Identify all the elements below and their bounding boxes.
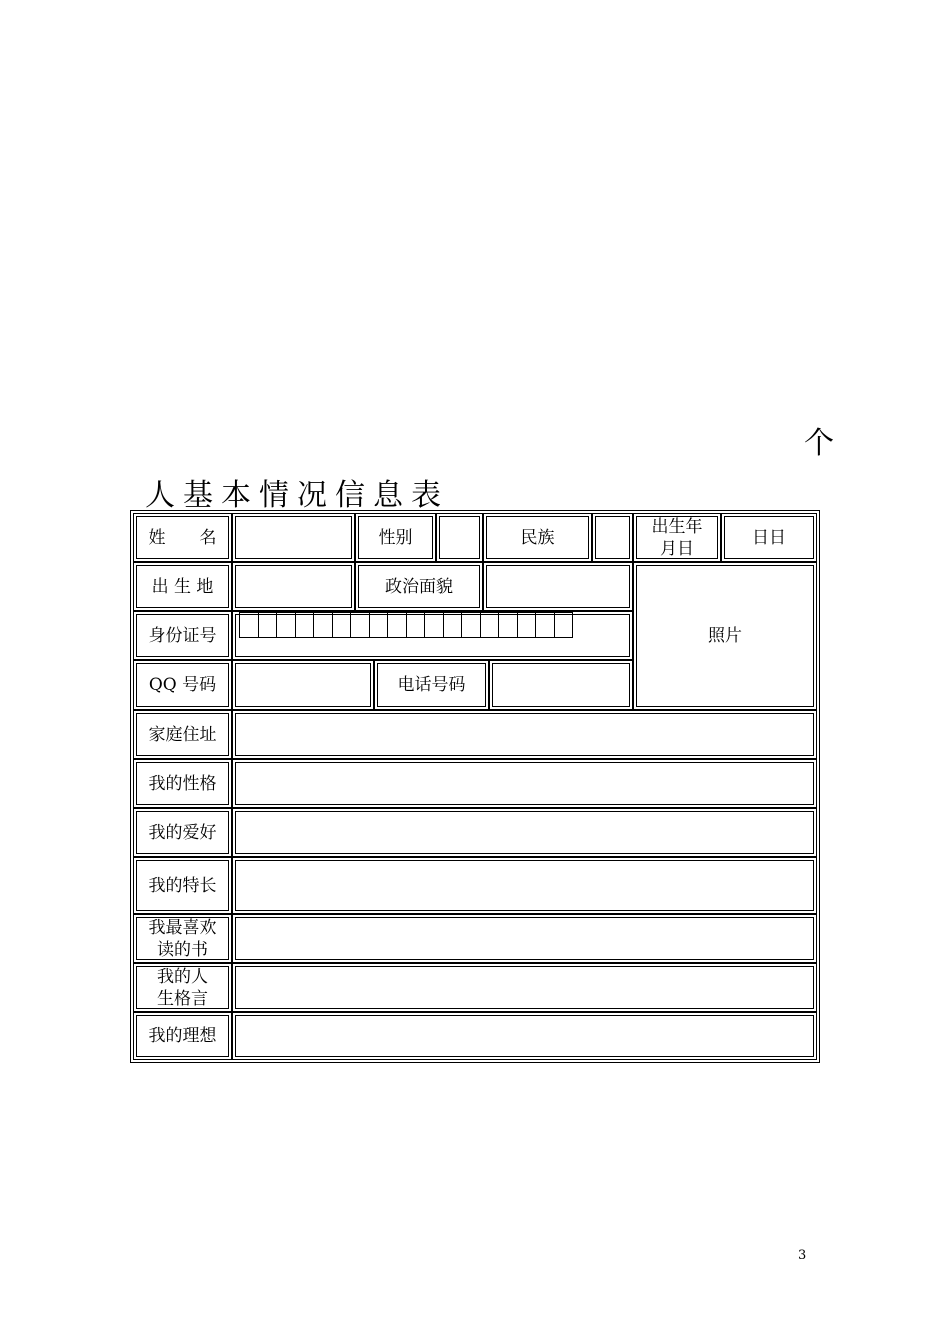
id-digit-box[interactable]	[555, 612, 574, 638]
title-part-2: 人基本情况信息表	[145, 478, 449, 513]
birthdate-label-line-1: 出生年	[651, 516, 703, 537]
id-number-boxes[interactable]	[239, 612, 573, 638]
id-digit-box[interactable]	[462, 612, 481, 638]
id-digit-box[interactable]	[407, 612, 426, 638]
photo-label: 照片	[708, 626, 742, 646]
ideal-label: 我的理想	[148, 1026, 217, 1046]
birthdate-label-cell	[633, 513, 721, 562]
name-label: 姓 名	[148, 527, 217, 548]
book-input-cell[interactable]	[232, 914, 817, 963]
personality-label-cell	[133, 759, 232, 808]
name-label-cell	[133, 513, 232, 562]
id-digit-box[interactable]	[259, 612, 278, 638]
id-digit-box[interactable]	[444, 612, 463, 638]
personality-input-cell[interactable]	[232, 759, 817, 808]
id-digit-box[interactable]	[370, 612, 389, 638]
phone-label-cell	[374, 660, 489, 710]
motto-label-line-2: 生格言	[157, 988, 208, 1009]
ideal-input-cell[interactable]	[232, 1012, 817, 1060]
book-label-line-2: 读的书	[157, 939, 208, 960]
photo-cell[interactable]	[633, 562, 817, 710]
id-digit-box[interactable]	[499, 612, 518, 638]
ethnicity-label-cell	[483, 513, 592, 562]
id-digit-box[interactable]	[351, 612, 370, 638]
birthdate-value: 日日	[752, 527, 786, 548]
book-label-cell	[133, 914, 232, 963]
id-digit-box[interactable]	[333, 612, 352, 638]
id-label-cell	[133, 611, 232, 660]
gender-label-cell	[355, 513, 436, 562]
ethnicity-label: 民族	[520, 527, 555, 548]
motto-input-cell[interactable]	[232, 963, 817, 1012]
ethnicity-input-cell[interactable]	[592, 513, 633, 562]
book-label-line-1: 我最喜欢	[148, 917, 217, 938]
birthdate-label-line-2: 月日	[660, 538, 694, 559]
id-digit-box[interactable]	[277, 612, 296, 638]
id-label: 身份证号	[148, 625, 217, 646]
personality-label: 我的性格	[148, 773, 217, 794]
birthplace-input-cell[interactable]	[232, 562, 355, 611]
motto-label-line-1: 我的人	[157, 966, 208, 987]
specialty-label-cell	[133, 857, 232, 914]
hobby-label-cell	[133, 808, 232, 857]
birthdate-value-cell[interactable]	[721, 513, 817, 562]
hobby-label: 我的爱好	[148, 822, 217, 843]
ideal-label-cell	[133, 1012, 232, 1060]
qq-label-cell	[133, 660, 232, 710]
address-input-cell[interactable]	[232, 710, 817, 759]
birthplace-label-cell	[133, 562, 232, 611]
gender-label: 性别	[378, 527, 413, 548]
qq-input-cell[interactable]	[232, 660, 374, 710]
id-digit-box[interactable]	[518, 612, 537, 638]
id-digit-box[interactable]	[425, 612, 444, 638]
birthplace-label: 出 生 地	[151, 576, 214, 597]
specialty-input-cell[interactable]	[232, 857, 817, 914]
gender-input-cell[interactable]	[436, 513, 483, 562]
id-digit-box[interactable]	[314, 612, 333, 638]
name-input-cell[interactable]	[232, 513, 355, 562]
qq-label: QQ 号码	[148, 675, 217, 695]
phone-input-cell[interactable]	[489, 660, 633, 710]
id-digit-box[interactable]	[481, 612, 500, 638]
title-part-1: 个	[804, 426, 834, 461]
id-digit-box[interactable]	[536, 612, 555, 638]
id-digit-box[interactable]	[296, 612, 315, 638]
motto-label-cell	[133, 963, 232, 1012]
address-label-cell	[133, 710, 232, 759]
phone-label: 电话号码	[397, 675, 466, 695]
page-number: 3	[798, 1248, 807, 1263]
political-label: 政治面貌	[385, 576, 453, 597]
specialty-label: 我的特长	[148, 875, 217, 896]
id-digit-box[interactable]	[388, 612, 407, 638]
address-label: 家庭住址	[148, 724, 217, 745]
political-input-cell[interactable]	[483, 562, 633, 611]
political-label-cell	[355, 562, 483, 611]
id-digit-box[interactable]	[240, 612, 259, 638]
hobby-input-cell[interactable]	[232, 808, 817, 857]
